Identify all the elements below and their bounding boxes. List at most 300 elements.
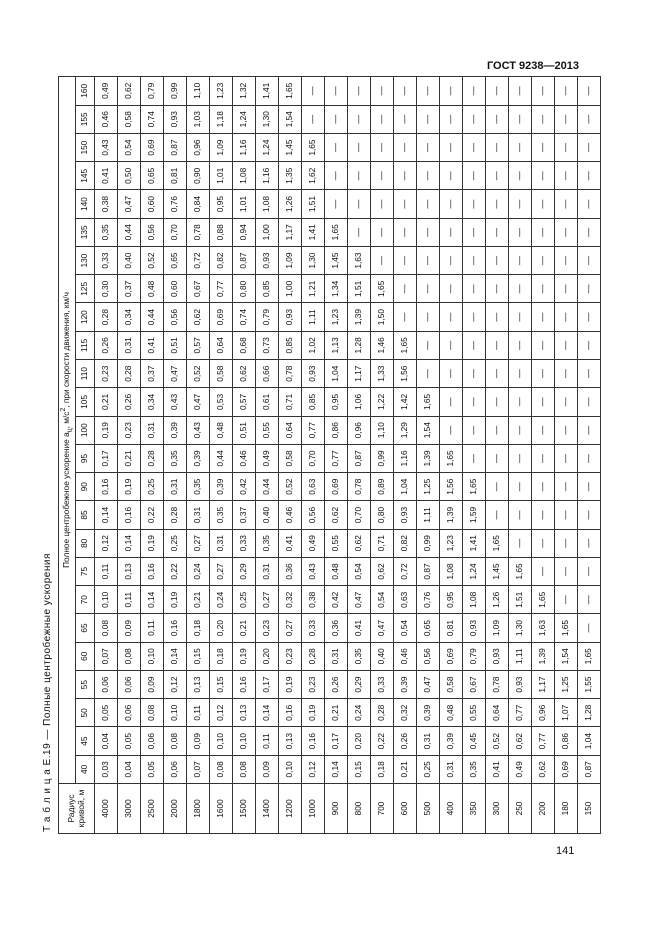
acceleration-cell: 0,10 <box>95 586 118 614</box>
acceleration-cell: 0,31 <box>164 473 187 501</box>
acceleration-cell: — <box>555 303 578 331</box>
acceleration-cell: 1,41 <box>256 77 279 106</box>
acceleration-cell: 0,93 <box>509 670 532 698</box>
acceleration-cell: — <box>532 77 555 106</box>
acceleration-cell: 1,08 <box>256 190 279 218</box>
acceleration-cell: — <box>486 162 509 190</box>
radius-cell: 2000 <box>164 784 187 834</box>
acceleration-cell: — <box>486 246 509 274</box>
acceleration-cell: — <box>371 162 394 190</box>
acceleration-cell: — <box>325 162 348 190</box>
acceleration-cell: 0,05 <box>141 755 164 783</box>
acceleration-cell: — <box>555 246 578 274</box>
acceleration-cell: — <box>532 105 555 133</box>
table-row <box>210 77 233 834</box>
acceleration-cell: 0,57 <box>233 388 256 416</box>
acceleration-cell: — <box>532 444 555 472</box>
acceleration-cell: — <box>486 77 509 106</box>
acceleration-cell: 0,23 <box>118 416 141 444</box>
acceleration-cell: 1,13 <box>325 331 348 359</box>
acceleration-cell: 0,41 <box>279 529 302 557</box>
radius-column-header: Радиус кривой, м <box>59 784 95 834</box>
table-row <box>256 77 279 834</box>
acceleration-cell: 0,81 <box>440 614 463 642</box>
acceleration-cell: — <box>486 190 509 218</box>
acceleration-cell: 0,25 <box>164 529 187 557</box>
acceleration-cell: 1,51 <box>348 275 371 303</box>
acceleration-cell: 0,76 <box>164 190 187 218</box>
acceleration-cell: 1,01 <box>210 162 233 190</box>
acceleration-cell: 0,26 <box>95 331 118 359</box>
acceleration-cell: — <box>371 190 394 218</box>
acceleration-cell: 1,45 <box>279 133 302 161</box>
acceleration-cell: 0,46 <box>233 444 256 472</box>
speed-header-cell: 65 <box>76 614 95 642</box>
acceleration-cell: — <box>555 77 578 106</box>
acceleration-cell: 0,16 <box>164 614 187 642</box>
acceleration-cell: 0,79 <box>141 77 164 106</box>
acceleration-cell: — <box>578 190 601 218</box>
acceleration-cell: 0,11 <box>256 727 279 755</box>
speed-header-cell: 50 <box>76 699 95 727</box>
acceleration-cell: — <box>440 360 463 388</box>
acceleration-cell: 0,66 <box>256 360 279 388</box>
acceleration-cell: 0,86 <box>555 727 578 755</box>
acceleration-cell: 1,16 <box>394 444 417 472</box>
acceleration-cell: — <box>578 444 601 472</box>
acceleration-cell: 1,63 <box>348 246 371 274</box>
acceleration-cell: 0,13 <box>118 557 141 585</box>
acceleration-cell: — <box>509 77 532 106</box>
acceleration-cell: 0,47 <box>164 360 187 388</box>
acceleration-cell: — <box>348 133 371 161</box>
acceleration-cell: 0,93 <box>394 501 417 529</box>
acceleration-cell: 1,16 <box>256 162 279 190</box>
acceleration-cell: — <box>486 501 509 529</box>
acceleration-cell: 0,77 <box>325 444 348 472</box>
acceleration-cell: 1,65 <box>302 133 325 161</box>
acceleration-cell: 1,00 <box>279 275 302 303</box>
acceleration-cell: 0,33 <box>95 246 118 274</box>
acceleration-cell: 0,11 <box>141 614 164 642</box>
acceleration-cell: — <box>578 331 601 359</box>
acceleration-cell: 0,08 <box>95 614 118 642</box>
acceleration-cell: 0,19 <box>164 586 187 614</box>
speed-header-row <box>76 77 95 834</box>
acceleration-cell: — <box>509 218 532 246</box>
page-number: 141 <box>556 845 575 857</box>
acceleration-cell: 0,19 <box>302 699 325 727</box>
acceleration-cell: 0,16 <box>302 727 325 755</box>
acceleration-cell: 0,09 <box>141 670 164 698</box>
acceleration-cell: 0,22 <box>141 501 164 529</box>
speed-header-cell: 85 <box>76 501 95 529</box>
acceleration-cell: 1,30 <box>509 614 532 642</box>
acceleration-cell: — <box>532 501 555 529</box>
acceleration-cell: 0,78 <box>348 473 371 501</box>
acceleration-cell: 0,24 <box>187 557 210 585</box>
acceleration-cell: 1,41 <box>302 218 325 246</box>
acceleration-cell: — <box>532 218 555 246</box>
acceleration-cell: 0,34 <box>141 388 164 416</box>
acceleration-table <box>58 76 601 834</box>
acceleration-cell: 0,48 <box>210 416 233 444</box>
acceleration-cell: — <box>371 133 394 161</box>
acceleration-cell: 0,36 <box>325 614 348 642</box>
table-row <box>233 77 256 834</box>
acceleration-cell: — <box>509 473 532 501</box>
acceleration-cell: 0,62 <box>118 77 141 106</box>
acceleration-cell: 0,93 <box>279 303 302 331</box>
acceleration-cell: 1,23 <box>210 77 233 106</box>
acceleration-cell: 0,82 <box>210 246 233 274</box>
acceleration-cell: 0,21 <box>95 388 118 416</box>
acceleration-cell: 0,71 <box>371 529 394 557</box>
acceleration-cell: — <box>532 162 555 190</box>
acceleration-cell: 1,35 <box>279 162 302 190</box>
acceleration-cell: 0,15 <box>348 755 371 783</box>
acceleration-cell: 0,10 <box>210 727 233 755</box>
acceleration-cell: 0,47 <box>371 614 394 642</box>
acceleration-cell: — <box>417 218 440 246</box>
acceleration-cell: 0,42 <box>325 586 348 614</box>
acceleration-cell: 1,65 <box>532 586 555 614</box>
acceleration-cell: 0,39 <box>187 444 210 472</box>
speed-header-cell: 120 <box>76 303 95 331</box>
acceleration-cell: 0,18 <box>187 614 210 642</box>
acceleration-cell: 0,70 <box>348 501 371 529</box>
acceleration-cell: — <box>486 360 509 388</box>
speed-header-cell: 145 <box>76 162 95 190</box>
acceleration-cell: 0,23 <box>279 642 302 670</box>
acceleration-cell: 0,19 <box>279 670 302 698</box>
acceleration-cell: 0,41 <box>486 755 509 783</box>
table-body <box>95 77 601 834</box>
acceleration-cell: 0,24 <box>348 699 371 727</box>
acceleration-cell: 0,43 <box>187 416 210 444</box>
acceleration-cell: — <box>532 473 555 501</box>
acceleration-cell: 1,39 <box>417 444 440 472</box>
acceleration-cell: — <box>302 105 325 133</box>
acceleration-cell: — <box>532 557 555 585</box>
acceleration-cell: 1,24 <box>256 133 279 161</box>
radius-cell: 900 <box>325 784 348 834</box>
acceleration-cell: 0,58 <box>440 670 463 698</box>
acceleration-cell: 0,27 <box>256 586 279 614</box>
acceleration-cell: 1,41 <box>463 529 486 557</box>
acceleration-cell: 0,11 <box>95 557 118 585</box>
acceleration-cell: 0,29 <box>233 557 256 585</box>
acceleration-cell: 0,10 <box>233 727 256 755</box>
acceleration-cell: 0,16 <box>95 473 118 501</box>
acceleration-cell: — <box>555 331 578 359</box>
acceleration-cell: — <box>532 190 555 218</box>
acceleration-cell: 1,08 <box>463 586 486 614</box>
acceleration-cell: 1,65 <box>371 275 394 303</box>
acceleration-cell: 0,47 <box>348 586 371 614</box>
acceleration-cell: 1,65 <box>463 473 486 501</box>
acceleration-cell: 0,31 <box>440 755 463 783</box>
acceleration-cell: 0,17 <box>256 670 279 698</box>
acceleration-cell: 0,39 <box>210 473 233 501</box>
acceleration-cell: — <box>463 275 486 303</box>
acceleration-cell: 0,93 <box>256 246 279 274</box>
acceleration-cell: — <box>555 190 578 218</box>
acceleration-cell: 0,49 <box>95 77 118 106</box>
acceleration-cell: 1,16 <box>233 133 256 161</box>
acceleration-cell: — <box>463 218 486 246</box>
speed-header-cell: 140 <box>76 190 95 218</box>
acceleration-cell: — <box>532 331 555 359</box>
speed-header-cell: 135 <box>76 218 95 246</box>
acceleration-cell: — <box>532 246 555 274</box>
acceleration-cell: 0,87 <box>417 557 440 585</box>
acceleration-cell: 0,42 <box>233 473 256 501</box>
acceleration-cell: 0,06 <box>118 670 141 698</box>
acceleration-cell: 1,08 <box>440 557 463 585</box>
acceleration-cell: 1,28 <box>348 331 371 359</box>
acceleration-cell: 0,58 <box>279 444 302 472</box>
acceleration-cell: — <box>486 444 509 472</box>
acceleration-cell: 0,21 <box>118 444 141 472</box>
acceleration-cell: 0,16 <box>118 501 141 529</box>
acceleration-cell: 1,34 <box>325 275 348 303</box>
acceleration-cell: 0,85 <box>279 331 302 359</box>
acceleration-cell: 0,79 <box>256 303 279 331</box>
acceleration-cell: 0,31 <box>187 501 210 529</box>
acceleration-cell: — <box>578 614 601 642</box>
acceleration-cell: 0,23 <box>302 670 325 698</box>
acceleration-cell: 0,46 <box>279 501 302 529</box>
acceleration-cell: 0,25 <box>417 755 440 783</box>
acceleration-cell: — <box>440 190 463 218</box>
acceleration-cell: 0,35 <box>256 529 279 557</box>
radius-cell: 350 <box>463 784 486 834</box>
acceleration-cell: — <box>417 246 440 274</box>
table-super-header-row <box>59 77 76 834</box>
speed-header-cell: 105 <box>76 388 95 416</box>
acceleration-cell: 0,94 <box>233 218 256 246</box>
super-header-tail: , при скорости движения, км/ч <box>60 292 71 408</box>
acceleration-cell: 0,44 <box>210 444 233 472</box>
acceleration-cell: 0,93 <box>302 360 325 388</box>
acceleration-cell: 0,27 <box>279 614 302 642</box>
acceleration-cell: 0,86 <box>325 416 348 444</box>
acceleration-cell: 0,95 <box>440 586 463 614</box>
acceleration-cell: 0,15 <box>187 642 210 670</box>
acceleration-cell: 1,39 <box>440 501 463 529</box>
acceleration-cell: 0,28 <box>302 642 325 670</box>
acceleration-cell: — <box>509 444 532 472</box>
radius-cell: 1200 <box>279 784 302 834</box>
acceleration-cell: 0,08 <box>118 642 141 670</box>
acceleration-cell: 0,14 <box>141 586 164 614</box>
acceleration-cell: 0,35 <box>348 642 371 670</box>
acceleration-cell: — <box>463 162 486 190</box>
acceleration-cell: 0,56 <box>417 642 440 670</box>
acceleration-cell: 0,93 <box>486 642 509 670</box>
acceleration-cell: 0,21 <box>187 586 210 614</box>
acceleration-cell: 0,63 <box>302 473 325 501</box>
acceleration-cell: 0,39 <box>164 416 187 444</box>
acceleration-cell: 1,09 <box>279 246 302 274</box>
acceleration-cell: — <box>486 416 509 444</box>
acceleration-cell: 0,12 <box>210 699 233 727</box>
acceleration-cell: 1,51 <box>509 586 532 614</box>
acceleration-cell: 1,65 <box>394 331 417 359</box>
acceleration-cell: 0,26 <box>118 388 141 416</box>
acceleration-cell: — <box>440 331 463 359</box>
acceleration-cell: 0,12 <box>164 670 187 698</box>
acceleration-cell: 0,71 <box>279 388 302 416</box>
acceleration-cell: 0,19 <box>233 642 256 670</box>
acceleration-cell: 0,32 <box>279 586 302 614</box>
acceleration-cell: 0,87 <box>164 133 187 161</box>
acceleration-cell: 0,33 <box>233 529 256 557</box>
acceleration-cell: — <box>509 246 532 274</box>
radius-cell: 2500 <box>141 784 164 834</box>
acceleration-cell: 1,65 <box>325 218 348 246</box>
acceleration-cell: 0,60 <box>164 275 187 303</box>
acceleration-cell: 0,76 <box>417 586 440 614</box>
acceleration-cell: — <box>555 444 578 472</box>
speed-header-cell: 55 <box>76 670 95 698</box>
acceleration-cell: — <box>486 303 509 331</box>
acceleration-cell: 1,17 <box>348 360 371 388</box>
acceleration-cell: — <box>509 331 532 359</box>
acceleration-cell: 0,35 <box>463 755 486 783</box>
acceleration-cell: 0,05 <box>95 699 118 727</box>
acceleration-cell: 0,69 <box>210 303 233 331</box>
speed-header-cell: 130 <box>76 246 95 274</box>
acceleration-cell: — <box>348 218 371 246</box>
table-row <box>463 77 486 834</box>
acceleration-cell: — <box>463 416 486 444</box>
acceleration-cell: 0,52 <box>187 360 210 388</box>
acceleration-cell: 1,06 <box>348 388 371 416</box>
acceleration-cell: 0,89 <box>371 473 394 501</box>
acceleration-cell: 0,65 <box>141 162 164 190</box>
acceleration-cell: — <box>417 360 440 388</box>
acceleration-cell: 0,38 <box>95 190 118 218</box>
acceleration-cell: 0,47 <box>118 190 141 218</box>
acceleration-cell: 1,54 <box>279 105 302 133</box>
acceleration-cell: 1,29 <box>394 416 417 444</box>
acceleration-cell: 1,51 <box>302 190 325 218</box>
acceleration-cell: 0,41 <box>348 614 371 642</box>
acceleration-cell: 0,09 <box>187 727 210 755</box>
acceleration-cell: 0,77 <box>210 275 233 303</box>
acceleration-cell: 0,96 <box>187 133 210 161</box>
acceleration-cell: 1,24 <box>463 557 486 585</box>
table-row <box>371 77 394 834</box>
acceleration-cell: — <box>578 501 601 529</box>
table-row <box>187 77 210 834</box>
acceleration-cell: — <box>440 275 463 303</box>
acceleration-cell: 0,64 <box>486 699 509 727</box>
acceleration-cell: 0,11 <box>187 699 210 727</box>
acceleration-cell: 1,26 <box>486 586 509 614</box>
acceleration-cell: — <box>555 275 578 303</box>
acceleration-cell: — <box>440 162 463 190</box>
acceleration-cell: 0,21 <box>325 699 348 727</box>
acceleration-cell: 1,26 <box>279 190 302 218</box>
acceleration-cell: 0,31 <box>141 416 164 444</box>
acceleration-cell: — <box>578 388 601 416</box>
acceleration-cell: — <box>348 77 371 106</box>
acceleration-cell: 0,43 <box>95 133 118 161</box>
acceleration-cell: 1,65 <box>578 642 601 670</box>
acceleration-cell: 0,14 <box>95 501 118 529</box>
table-row <box>348 77 371 834</box>
acceleration-cell: 1,11 <box>509 642 532 670</box>
acceleration-cell: 0,14 <box>118 529 141 557</box>
acceleration-cell: — <box>463 331 486 359</box>
acceleration-cell: — <box>371 77 394 106</box>
acceleration-cell: 0,40 <box>371 642 394 670</box>
acceleration-cell: 0,10 <box>279 755 302 783</box>
radius-cell: 180 <box>555 784 578 834</box>
acceleration-cell: — <box>578 586 601 614</box>
acceleration-cell: 0,95 <box>325 388 348 416</box>
acceleration-cell: 1,09 <box>486 614 509 642</box>
acceleration-cell: 0,41 <box>141 331 164 359</box>
radius-cell: 500 <box>417 784 440 834</box>
acceleration-cell: — <box>394 303 417 331</box>
acceleration-cell: — <box>417 275 440 303</box>
super-header-superscript: 2 <box>59 407 67 412</box>
speed-header-cell: 115 <box>76 331 95 359</box>
acceleration-cell: 0,46 <box>394 642 417 670</box>
acceleration-cell: 1,04 <box>325 360 348 388</box>
acceleration-cell: 0,19 <box>95 416 118 444</box>
table-row <box>417 77 440 834</box>
super-header-text: Полное центробежное ускорение a <box>60 432 71 568</box>
acceleration-super-header <box>59 77 76 784</box>
acceleration-cell: 0,14 <box>256 699 279 727</box>
acceleration-cell: — <box>417 331 440 359</box>
acceleration-cell: — <box>555 586 578 614</box>
acceleration-cell: — <box>463 77 486 106</box>
acceleration-cell: 1,32 <box>233 77 256 106</box>
acceleration-cell: — <box>371 246 394 274</box>
acceleration-cell: 0,20 <box>348 727 371 755</box>
table-row <box>578 77 601 834</box>
acceleration-cell: 0,35 <box>210 501 233 529</box>
acceleration-cell: — <box>578 303 601 331</box>
acceleration-cell: — <box>509 303 532 331</box>
acceleration-cell: 0,23 <box>95 360 118 388</box>
acceleration-cell: — <box>486 331 509 359</box>
acceleration-cell: 0,87 <box>233 246 256 274</box>
acceleration-cell: 0,65 <box>417 614 440 642</box>
acceleration-cell: — <box>302 77 325 106</box>
acceleration-cell: 0,69 <box>440 642 463 670</box>
acceleration-cell: 1,03 <box>187 105 210 133</box>
acceleration-cell: 0,26 <box>394 727 417 755</box>
acceleration-cell: 0,38 <box>302 586 325 614</box>
acceleration-cell: 0,51 <box>233 416 256 444</box>
acceleration-cell: 0,90 <box>187 162 210 190</box>
acceleration-cell: 0,56 <box>164 303 187 331</box>
acceleration-cell: — <box>371 218 394 246</box>
acceleration-cell: 0,69 <box>325 473 348 501</box>
speed-header-cell: 90 <box>76 473 95 501</box>
acceleration-cell: 1,28 <box>578 699 601 727</box>
acceleration-cell: 0,48 <box>440 699 463 727</box>
acceleration-cell: — <box>417 105 440 133</box>
acceleration-cell: 0,48 <box>325 557 348 585</box>
